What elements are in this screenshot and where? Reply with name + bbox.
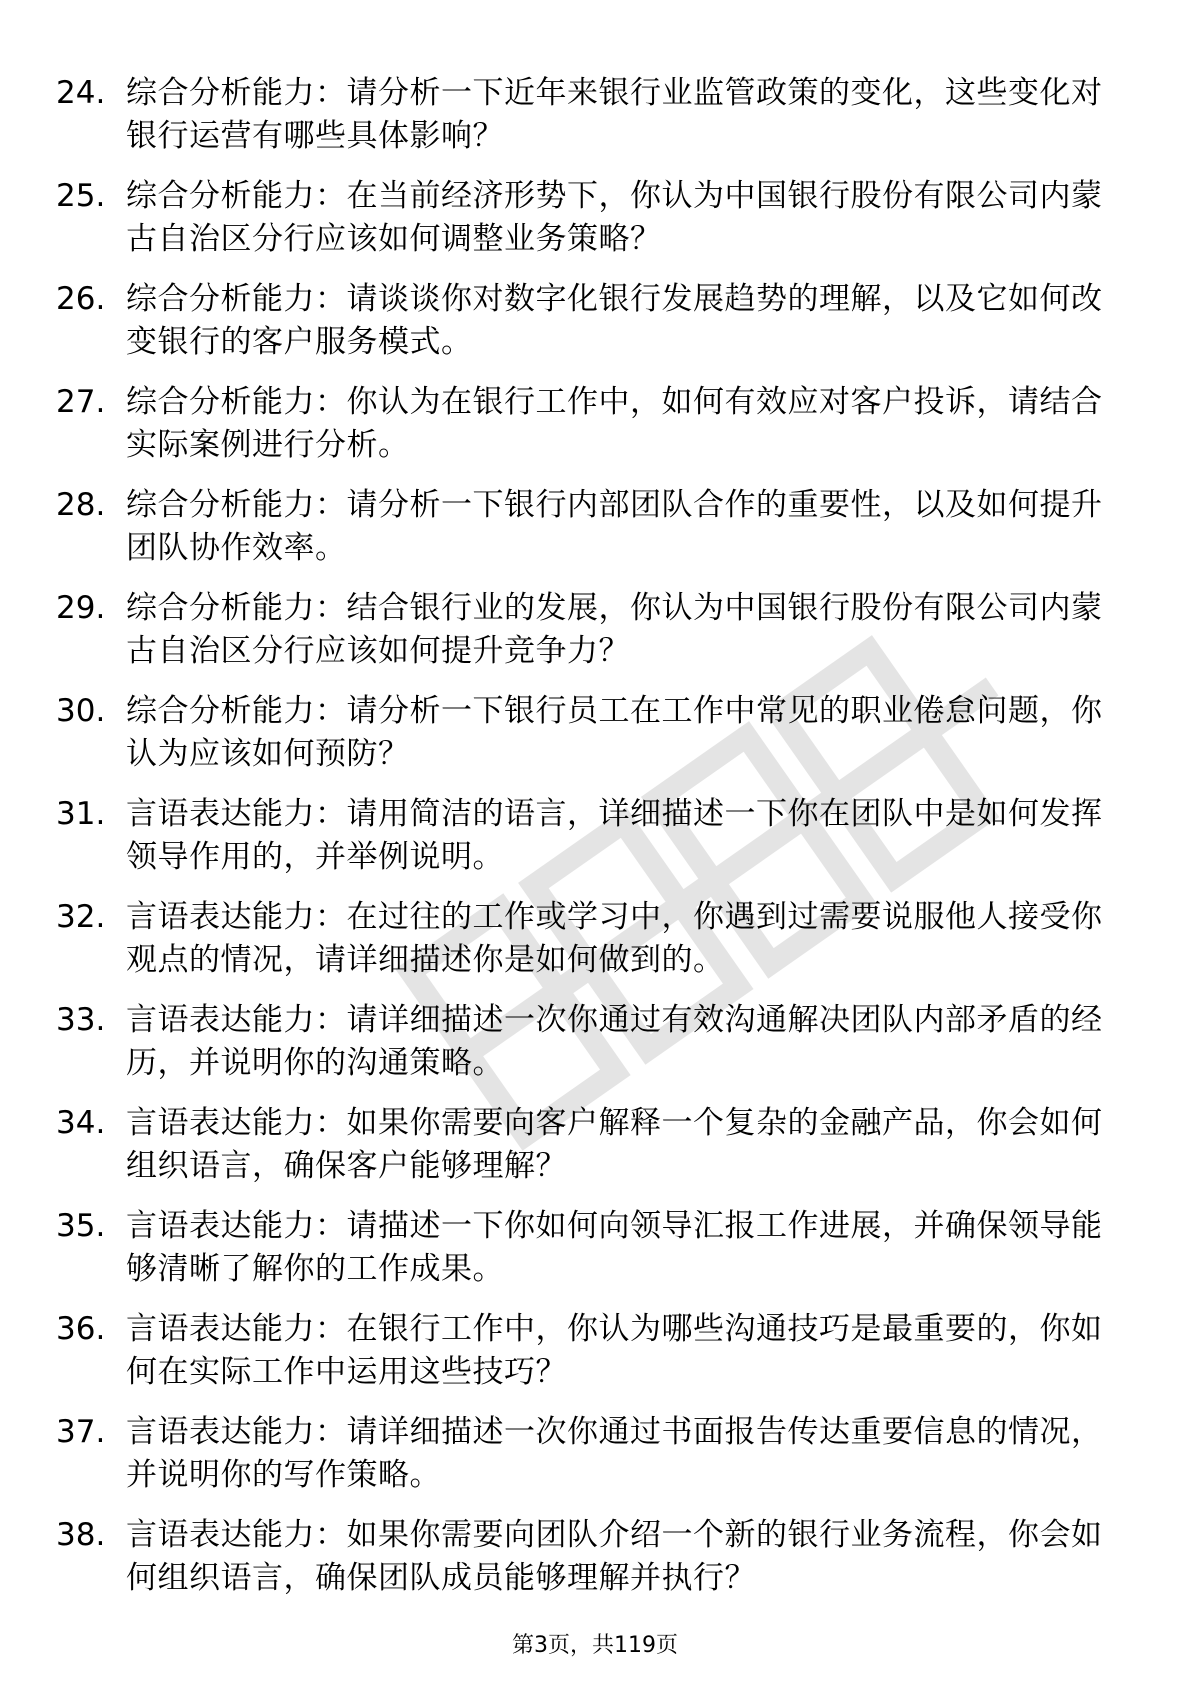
question-text: 综合分析能力：请谈谈你对数字化银行发展趋势的理解，以及它如何改变银行的客户服务模式。: [126, 281, 1103, 360]
question-number: 33.: [56, 1002, 106, 1038]
page-number-label: 第3页，共119页: [512, 1633, 678, 1658]
question-text: 言语表达能力：在过往的工作或学习中，你遇到过需要说服他人接受你观点的情况，请详细描述你是如何做到的。: [126, 899, 1103, 978]
question-number: 31.: [56, 796, 106, 832]
list-item: [56, 175, 1116, 278]
question-number: 25.: [56, 178, 106, 214]
question-number: 26.: [56, 281, 106, 317]
question-text: 言语表达能力：请描述一下你如何向领导汇报工作进展，并确保领导能够清晰了解你的工作成果。: [126, 1208, 1103, 1287]
question-text: 综合分析能力：请分析一下银行内部团队合作的重要性，以及如何提升团队协作效率。: [126, 487, 1103, 566]
question-number: 35.: [56, 1208, 106, 1244]
list-item: [56, 999, 1116, 1102]
list-item: [56, 896, 1116, 999]
question-number: 24.: [56, 75, 106, 111]
question-number: 29.: [56, 590, 106, 626]
list-item: [56, 278, 1116, 381]
question-number: 38.: [56, 1517, 106, 1553]
list-item: [56, 1411, 1116, 1514]
question-number: 32.: [56, 899, 106, 935]
list-item: [56, 72, 1116, 175]
list-item: [56, 1514, 1116, 1617]
list-item: [56, 484, 1116, 587]
question-text: 言语表达能力：如果你需要向团队介绍一个新的银行业务流程，你会如何组织语言，确保团队成员能够理解并执行？: [126, 1517, 1103, 1596]
question-list: [56, 72, 1116, 1617]
list-item: [56, 1102, 1116, 1205]
question-text: 言语表达能力：请详细描述一次你通过书面报告传达重要信息的情况，并说明你的写作策略。: [126, 1414, 1103, 1493]
question-number: 37.: [56, 1414, 106, 1450]
list-item: [56, 587, 1116, 690]
question-text: 综合分析能力：请分析一下近年来银行业监管政策的变化，这些变化对银行运营有哪些具体影响？: [126, 75, 1103, 154]
question-number: 30.: [56, 693, 106, 729]
question-number: 34.: [56, 1105, 106, 1141]
question-text: 言语表达能力：在银行工作中，你认为哪些沟通技巧是最重要的，你如何在实际工作中运用这些技巧？: [126, 1311, 1103, 1390]
list-item: [56, 1205, 1116, 1308]
list-item: [56, 381, 1116, 484]
question-text: 综合分析能力：请分析一下银行员工在工作中常见的职业倦怠问题，你认为应该如何预防？: [126, 693, 1103, 772]
question-text: 综合分析能力：你认为在银行工作中，如何有效应对客户投诉，请结合实际案例进行分析。: [126, 384, 1103, 463]
list-item: [56, 793, 1116, 896]
list-item: [56, 690, 1116, 793]
question-number: 36.: [56, 1311, 106, 1347]
page-footer: [0, 1632, 1190, 1660]
question-text: 言语表达能力：请详细描述一次你通过有效沟通解决团队内部矛盾的经历，并说明你的沟通策略。: [126, 1002, 1103, 1081]
question-text: 言语表达能力：请用简洁的语言，详细描述一下你在团队中是如何发挥领导作用的，并举例说明。: [126, 796, 1103, 875]
question-number: 28.: [56, 487, 106, 523]
question-text: 言语表达能力：如果你需要向客户解释一个复杂的金融产品，你会如何组织语言，确保客户能够理解？: [126, 1105, 1103, 1184]
list-item: [56, 1308, 1116, 1411]
question-text: 综合分析能力：结合银行业的发展，你认为中国银行股份有限公司内蒙古自治区分行应该如何提升竞争力？: [126, 590, 1103, 669]
question-number: 27.: [56, 384, 106, 420]
question-text: 综合分析能力：在当前经济形势下，你认为中国银行股份有限公司内蒙古自治区分行应该如何调整业务策略？: [126, 178, 1103, 257]
